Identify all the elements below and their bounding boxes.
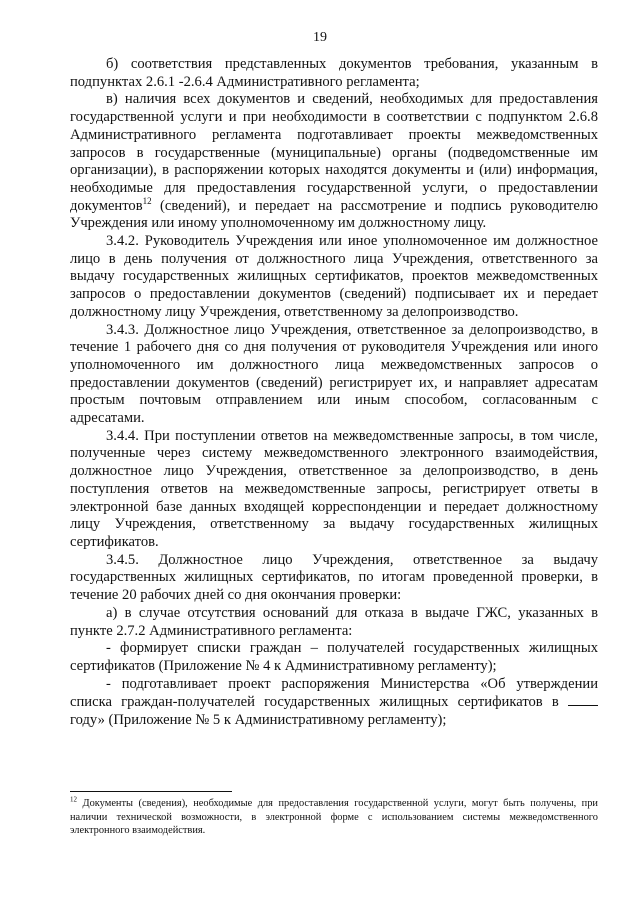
paragraph-a: а) в случае отсутствия оснований для отказа в выдаче ГЖС, указанных в пункте 2.7.2 Административного регламента: xyxy=(70,604,598,639)
footnote xyxy=(70,797,598,838)
document-body xyxy=(70,56,598,730)
footnote-separator xyxy=(70,791,232,792)
paragraph-v-text: в) наличия всех документов и сведений, необходимых для предоставления государственной услуги и при необходимости в соответствии с подпунктом 2.6.8 Административного регламента подготавливает проекты межведомственных запросов в государственные (муниципальные) органы (подведомственные им организации), в распоряжении которых находятся документы и (или) информация, необходимые для предоставления государственной услуги, о предоставлении документов xyxy=(70,91,598,214)
list-item-draft-order-text: - подготавливает проект распоряжения Министерства «Об утверждении списка граждан-получателей государственных жилищных сертификатов в xyxy=(70,675,598,711)
paragraph-v-continuation: (сведений), и передает на рассмотрение и подпись руководителю Учреждения или иному уполномоченному им должностному лицу. xyxy=(70,197,598,232)
footnote-text: Документы (сведения), необходимые для предоставления государственной услуги, могут быть получены, при наличии технической возможности, в электронной форме с использованием системы межведомственного электронного взаимодействия. xyxy=(70,798,598,837)
page-number: 19 xyxy=(313,30,327,45)
paragraph-3-4-3: 3.4.3. Должностное лицо Учреждения, ответственное за делопроизводство, в течение 1 рабочего дня со дня получения от руководителя Учреждения или иного уполномоченного им должностного лица межведомственных запросов о предоставлении документов (сведений) регистрирует их, и направляет адресатам простым почтовым отправлением или иным способом, согласованным с адресатами. xyxy=(70,321,598,427)
list-item-draft-order xyxy=(70,676,598,730)
paragraph-3-4-2: 3.4.2. Руководитель Учреждения или иное уполномоченное им должностное лицо в день получения от должностного лица Учреждения, ответственного за выдачу государственных жилищных сертификатов, проектов межведомственных запросов о предоставлении документов (сведений) подписывает их и передает должностному лицу Учреждения, ответственному за делопроизводство. xyxy=(70,233,598,320)
paragraph-3-4-5: 3.4.5. Должностное лицо Учреждения, ответственное за выдачу государственных жилищных сертификатов, по итогам проведенной проверки, в течение 20 рабочих дней со дня окончания проверки: xyxy=(70,551,598,604)
footnote-number: 12 xyxy=(70,795,77,804)
year-blank-line xyxy=(568,693,598,706)
footnote-reference: 12 xyxy=(142,195,152,206)
list-item-lists: - формирует списки граждан – получателей государственных жилищных сертификатов (Приложение № 4 к Административному регламенту); xyxy=(70,640,598,674)
list-item-draft-order-end: году» (Приложение № 5 к Административному регламенту); xyxy=(70,712,447,729)
paragraph-b: б) соответствия представленных документов требования, указанным в подпунктах 2.6.1 -2.6.4 Административного регламента; xyxy=(70,56,598,90)
paragraph-3-4-4: 3.4.4. При поступлении ответов на межведомственные запросы, в том числе, полученные через систему межведомственного электронного взаимодействия, должностное лицо Учреждения, ответственное за делопроизводство, в день поступления ответов на межведомственные запросы, регистрирует ответы в электронной базе данных входящей корреспонденции и передает должностному лицу Учреждения, ответственному за выдачу государственных жилищных сертификатов. xyxy=(70,427,598,550)
paragraph-v xyxy=(70,91,598,233)
